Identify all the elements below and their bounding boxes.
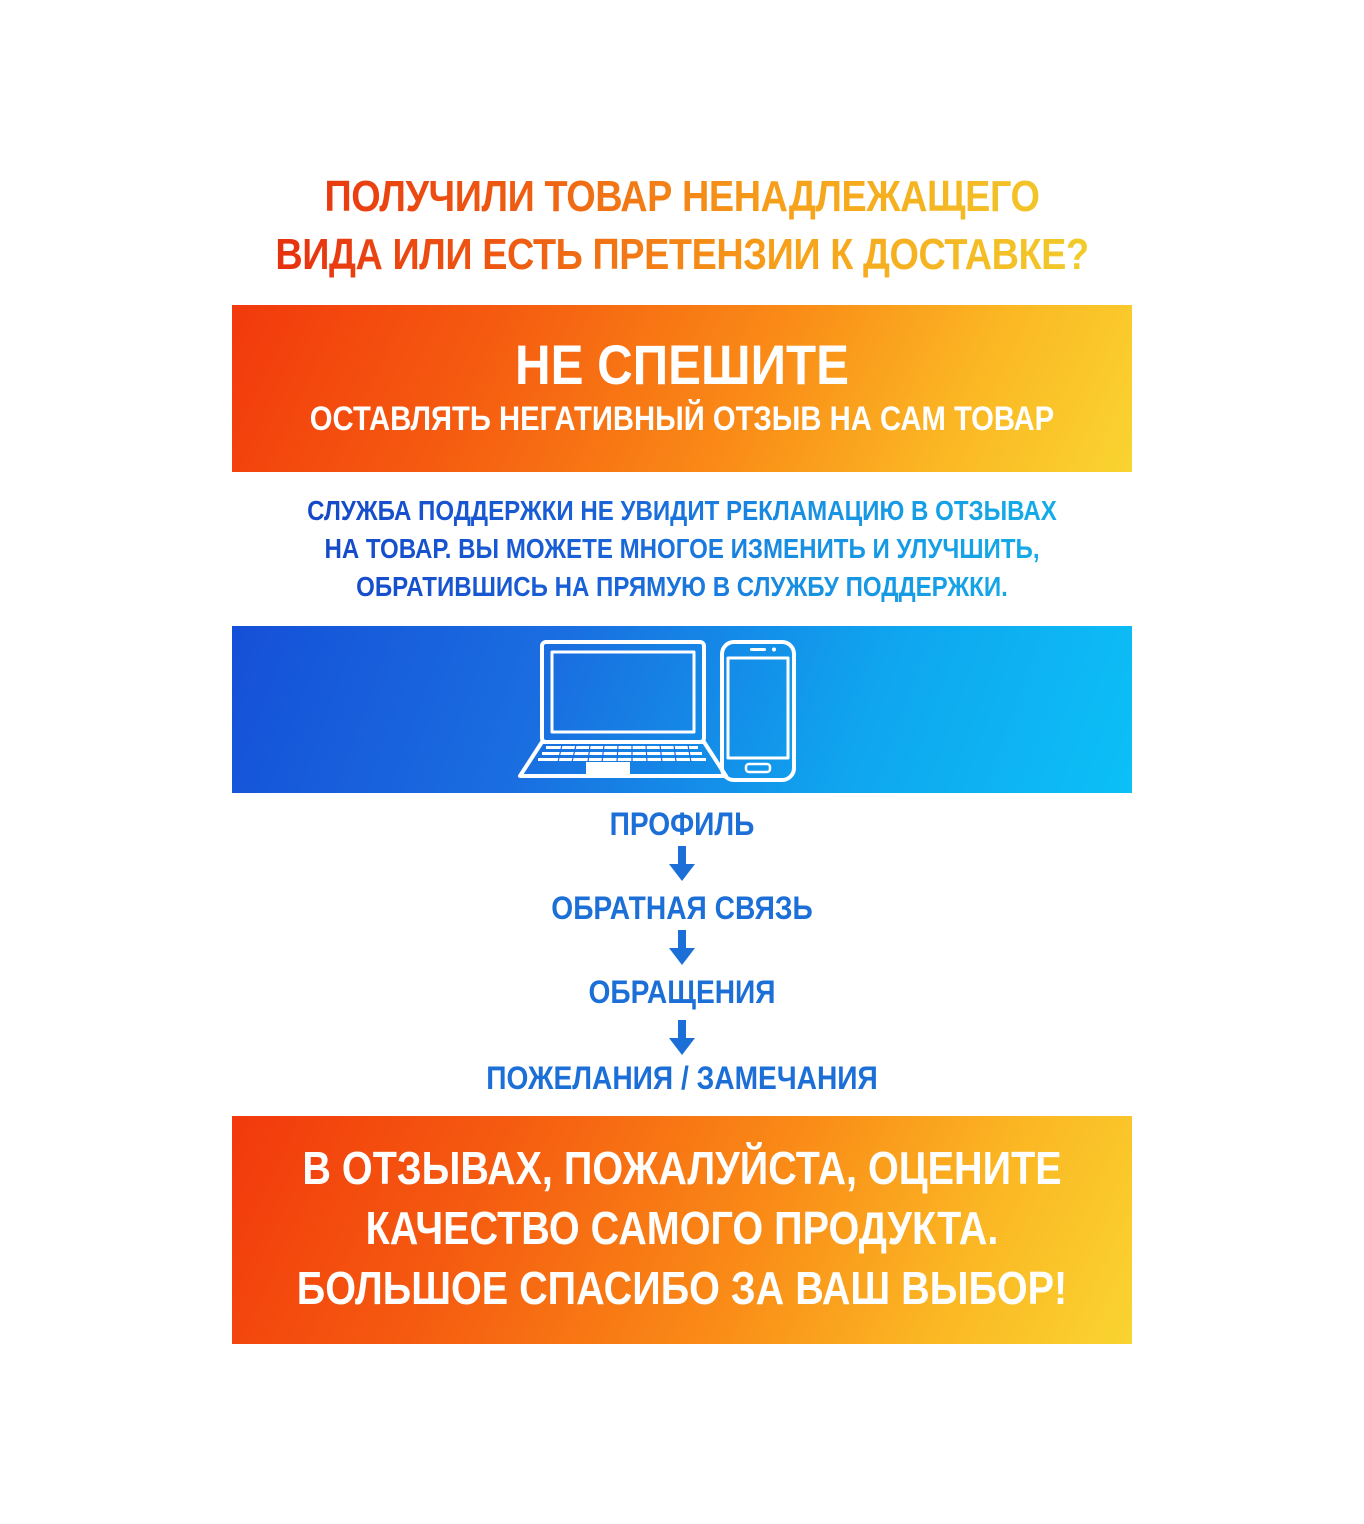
support-line-1: СЛУЖБА ПОДДЕРЖКИ НЕ УВИДИТ РЕКЛАМАЦИЮ В ОТЗЫВАХ <box>307 495 1057 526</box>
headline <box>250 168 1113 284</box>
step-3: ОБРАЩЕНИЯ <box>588 974 776 1010</box>
laptop-icon <box>516 638 730 784</box>
top-banner-subtitle: ОСТАВЛЯТЬ НЕГАТИВНЫЙ ОТЗЫВ НА САМ ТОВАР <box>309 400 1055 438</box>
arrow-down-icon <box>667 930 697 966</box>
arrow-down-icon <box>667 846 697 882</box>
arrow-down-icon <box>667 1020 697 1056</box>
top-banner <box>232 305 1132 472</box>
step-2: ОБРАТНАЯ СВЯЗЬ <box>551 890 813 926</box>
smartphone-icon <box>718 638 798 784</box>
headline-line-1: ПОЛУЧИЛИ ТОВАР НЕНАДЛЕЖАЩЕГО <box>324 172 1040 221</box>
bottom-banner-text <box>295 1138 1069 1318</box>
devices-banner <box>232 626 1132 793</box>
support-paragraph <box>295 492 1069 606</box>
bottom-line-2: КАЧЕСТВО САМОГО ПРОДУКТА. <box>365 1202 999 1254</box>
headline-line-2: ВИДА ИЛИ ЕСТЬ ПРЕТЕНЗИИ К ДОСТАВКЕ? <box>275 230 1089 279</box>
step-4: ПОЖЕЛАНИЯ / ЗАМЕЧАНИЯ <box>486 1060 878 1096</box>
bottom-banner <box>232 1116 1132 1344</box>
bottom-line-3: БОЛЬШОЕ СПАСИБО ЗА ВАШ ВЫБОР! <box>296 1262 1068 1314</box>
top-banner-title: НЕ СПЕШИТЕ <box>515 333 849 396</box>
support-line-2: НА ТОВАР. ВЫ МОЖЕТЕ МНОГОЕ ИЗМЕНИТЬ И УЛУЧШИТЬ, <box>324 533 1040 564</box>
support-line-3: ОБРАТИВШИСЬ НА ПРЯМУЮ В СЛУЖБУ ПОДДЕРЖКИ. <box>356 571 1008 602</box>
bottom-line-1: В ОТЗЫВАХ, ПОЖАЛУЙСТА, ОЦЕНИТЕ <box>302 1142 1062 1194</box>
step-1: ПРОФИЛЬ <box>609 806 755 842</box>
